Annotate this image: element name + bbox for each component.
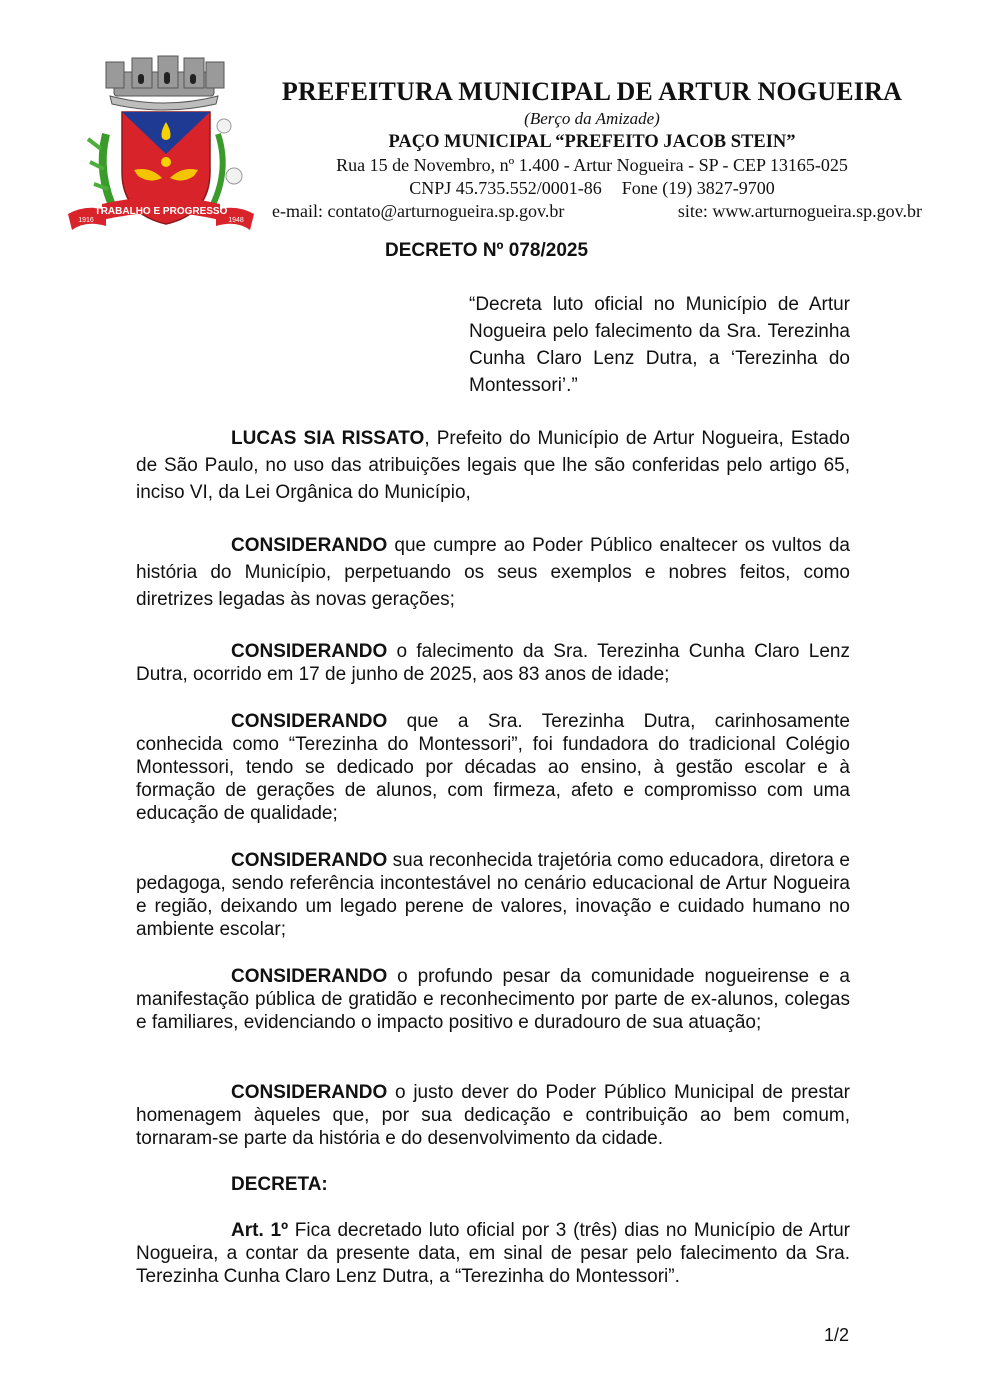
page-number: 1/2 (824, 1325, 850, 1345)
article-label: Art. 1º (231, 1220, 289, 1241)
considerando-1 (136, 532, 850, 613)
considerando-label: CONSIDERANDO (231, 641, 388, 662)
contact-line (262, 200, 922, 223)
decreta-heading (136, 1173, 850, 1196)
preamble-text: , Prefeito do Município de Artur Nogueira, Estado de São Paulo, no uso das atribuições legais que lhe são conferidas pelo artigo 65, inciso VI, da Lei Orgânica do Município, (136, 428, 851, 503)
mayor-name: LUCAS SIA RISSATO (231, 428, 425, 449)
email-link[interactable]: e-mail: contato@arturnogueira.sp.gov.br (272, 201, 565, 221)
article-1 (136, 1219, 850, 1288)
article-text: Fica decretado luto oficial por 3 (três) dias no Município de Artur Nogueira, a contar da presente data, em sinal de pesar pelo falecimento da Sra. Terezinha Cunha Claro Lenz Dutra, a “Terezinha do Montessori”. (136, 1220, 850, 1287)
considerando-text: o justo dever do Poder Público Municipal de prestar homenagem àqueles que, por sua dedicação e contribuição ao bem comum, tornaram-se parte da história e do desenvolvimento da cidade. (136, 1082, 850, 1149)
decree-summary: “Decreta luto oficial no Município de Artur Nogueira pelo falecimento da Sra. Terezinha Cunha Claro Lenz Dutra, a ‘Terezinha do Montessori’.” (469, 294, 850, 396)
considerando-text: sua reconhecida trajetória como educadora, diretora e pedagoga, sendo referência incontestável no cenário educacional de Artur Nogueira e região, deixando um legado perene de valores, inovação e cuidado humano no ambiente escolar; (136, 850, 850, 940)
website-link[interactable]: site: www.arturnogueira.sp.gov.br (677, 201, 922, 221)
municipality-motto: (Berço da Amizade) (524, 109, 660, 128)
cnpj-phone-line (262, 177, 922, 200)
banner-text: TRABALHO E PROGRESSO (94, 206, 228, 217)
decree-number: DECRETO Nº 078/2025 (385, 240, 589, 261)
considerando-4 (136, 849, 850, 941)
preamble (136, 425, 850, 506)
banner-year-right: 1948 (228, 217, 244, 224)
considerando-label: CONSIDERANDO (231, 850, 388, 871)
considerando-text: o falecimento da Sra. Terezinha Cunha Claro Lenz Dutra, ocorrido em 17 de junho de 2025, aos 83 anos de idade; (136, 641, 850, 685)
banner-year-left: 1916 (78, 217, 94, 224)
considerando-label: CONSIDERANDO (231, 1082, 388, 1103)
considerando-text: que cumpre ao Poder Público enaltecer os vultos da história do Município, perpetuando os seus exemplos e nobres feitos, como diretrizes legadas às novas gerações; (136, 535, 850, 610)
considerando-label: CONSIDERANDO (231, 535, 388, 556)
considerando-3 (136, 710, 850, 825)
considerando-5 (136, 965, 850, 1034)
considerando-6 (136, 1081, 850, 1150)
decreta-label: DECRETA: (231, 1174, 328, 1195)
phone: Fone (19) 3827-9700 (621, 178, 775, 198)
address: Rua 15 de Novembro, nº 1.400 - Artur Nogueira - SP - CEP 13165-025 (336, 155, 848, 175)
considerando-label: CONSIDERANDO (231, 711, 388, 732)
considerando-label: CONSIDERANDO (231, 966, 388, 987)
letterhead (262, 76, 922, 223)
coat-of-arms-icon (66, 54, 256, 236)
paco-municipal: PAÇO MUNICIPAL “PREFEITO JACOB STEIN” (388, 132, 796, 152)
cnpj: CNPJ 45.735.552/0001-86 (409, 178, 602, 198)
municipality-title: PREFEITURA MUNICIPAL DE ARTUR NOGUEIRA (281, 77, 903, 106)
considerando-text: o profundo pesar da comunidade nogueirense e a manifestação pública de gratidão e reconhecimento por parte de ex-alunos, colegas e familiares, evidenciando o impacto positivo e duradouro de sua atuação; (136, 966, 850, 1033)
considerando-2 (136, 640, 850, 686)
considerando-text: que a Sra. Terezinha Dutra, carinhosamente conhecida como “Terezinha do Montessori”, foi fundadora do tradicional Colégio Montessori, tendo se dedicado por décadas ao ensino, à gestão escolar e à formação de gerações de alunos, com firmeza, afeto e compromisso com uma educação de qualidade; (136, 711, 850, 824)
